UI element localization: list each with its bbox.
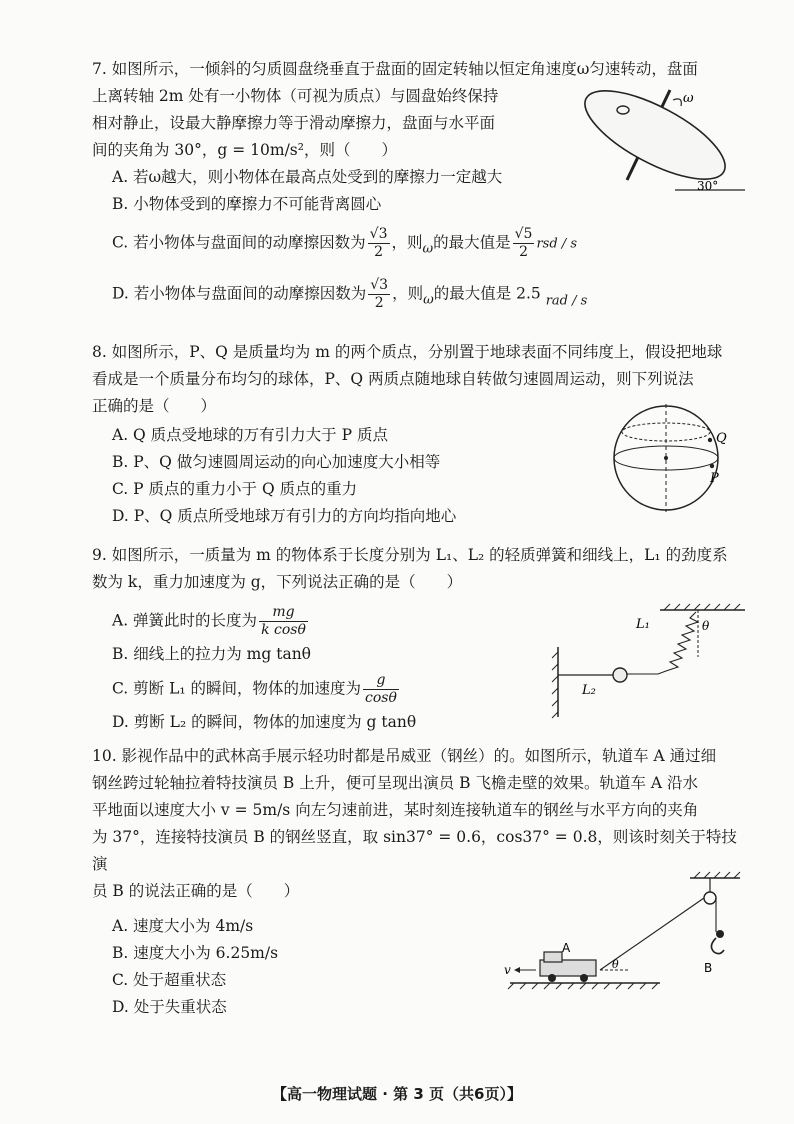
q8-option-a: A. Q 质点受地球的万有引力大于 P 质点	[112, 426, 388, 444]
q7-option-c	[92, 226, 752, 263]
q10-line5: 员 B 的说法正确的是（ ）	[92, 882, 300, 900]
q10-railcar-cab	[544, 952, 562, 962]
q8-point-p	[710, 464, 714, 468]
q9-line1: 9. 如图所示，一质量为 m 的物体系于长度分别为 L₁、L₂ 的轻质弹簧和细线上，L₁ 的劲度系	[92, 546, 728, 564]
q7-option-d-omega: ω	[423, 292, 434, 307]
q10-railcar-wheel-front	[548, 974, 556, 982]
q9-fig-l2-label: L₂	[582, 683, 596, 698]
q10-option-c: C. 处于超重状态	[112, 971, 227, 989]
q10-velocity-arrowhead	[514, 967, 520, 973]
q7-option-d-prefix: D. 若小物体与盘面间的动摩擦因数为	[112, 284, 367, 302]
q8-line3: 正确的是（ ）	[92, 397, 217, 415]
frac-numerator: √5	[514, 226, 533, 242]
q8-center-dot	[664, 456, 668, 460]
q8-option-c: C. P 质点的重力小于 Q 质点的重力	[112, 480, 358, 498]
q7-line2: 上离转轴 2m 处有一小物体（可视为质点）与圆盘始终保持	[92, 87, 499, 105]
q7-figure-inclined-disk	[575, 80, 750, 200]
q7-option-a: A. 若ω越大，则小物体在最高点处受到的摩擦力一定越大	[112, 168, 503, 186]
q7-option-c-value-fraction	[513, 226, 535, 261]
q9-fig-l1-label: L₁	[636, 617, 650, 632]
q7-option-c-prefix: C. 若小物体与盘面间的动摩擦因数为	[112, 233, 366, 252]
q8-option-d: D. P、Q 质点所受地球万有引力的方向均指向地心	[112, 507, 457, 525]
q7-fig-angle-label: 30°	[697, 179, 719, 193]
q10-line4: 为 37°，连接特技演员 B 的钢丝竖直，取 sin37° = 0.6，cos37° = 0.8，则该时刻关于特技演	[92, 828, 737, 873]
q10-line3: 平地面以速度大小 v = 5m/s 向左匀速前进，某时刻连接轨道车的钢丝与水平方向的夹角	[92, 801, 699, 819]
q7-fig-omega-label: ω	[683, 91, 694, 106]
q7-option-c-mid: ，则	[391, 233, 423, 252]
q10-option-b: B. 速度大小为 6.25m/s	[112, 944, 279, 962]
q7-option-d-unit: rad / s	[545, 293, 588, 308]
q8-line1: 8. 如图所示，P、Q 是质量均为 m 的两个质点，分别置于地球表面不同纬度上，假设把地球	[92, 343, 723, 361]
frac-numerator: √3	[369, 226, 388, 242]
q7-line4: 间的夹角为 30°，g = 10m/s²，则（ ）	[92, 141, 397, 159]
frac-denominator: 2	[374, 294, 384, 311]
q8-figure-earth	[608, 400, 738, 520]
q7-option-d-mid: ，则	[392, 284, 424, 302]
q7-line1: 7. 如图所示，一倾斜的匀质圆盘绕垂直于盘面的固定转轴以恒定角速度ω匀速转动，盘面	[92, 60, 698, 78]
q8-point-q	[708, 438, 712, 442]
q10-pulley	[704, 892, 716, 904]
q10-option-d: D. 处于失重状态	[112, 998, 227, 1016]
q10-line1: 10. 影视作品中的武林高手展示轻功时都是吊威亚（钢丝）的。如图所示，轨道车 A 通过细	[92, 747, 717, 765]
q7-option-d-mu-fraction	[368, 277, 390, 312]
q9-mass	[613, 668, 627, 682]
q9-figure-spring-string	[540, 602, 750, 722]
q9-option-c-fraction	[363, 672, 399, 707]
q9-option-d: D. 剪断 L₂ 的瞬间，物体的加速度为 g tanθ	[112, 713, 417, 731]
q10-fig-a-label: A	[562, 941, 571, 955]
frac-denominator: k cosθ	[261, 622, 306, 638]
frac-numerator: mg	[259, 604, 308, 622]
q10-ceiling-hatching	[694, 872, 740, 878]
q8-fig-q-label: Q	[716, 431, 727, 446]
q9-line2: 数为 k，重力加速度为 g，下列说法正确的是（ ）	[92, 573, 463, 591]
q10-fig-b-label: B	[704, 961, 713, 975]
q10-line2: 钢丝跨过轮轴拉着特技演员 B 上升，便可呈现出演员 B 飞檐走壁的效果。轨道车 A 沿水	[92, 774, 699, 792]
q7-option-c-omega: ω	[422, 241, 434, 257]
q7-option-d-post: 的最大值是 2.5	[433, 284, 541, 302]
page-footer: 【高一物理试题 · 第 3 页（共6页）】	[272, 1085, 522, 1103]
q9-wall-hatching	[552, 652, 558, 718]
q9-option-a-prefix: A. 弹簧此时的长度为	[112, 611, 258, 630]
q9-fig-theta-label: θ	[702, 619, 710, 633]
q8-fig-p-label: P	[710, 471, 719, 486]
q9-ceiling-hatching	[664, 604, 740, 610]
frac-denominator: 2	[374, 244, 384, 260]
frac-numerator: √3	[370, 276, 389, 293]
q8-option-b: B. P、Q 做匀速圆周运动的向心加速度大小相等	[112, 453, 441, 471]
q10-figure-railcar-pulley	[500, 870, 750, 1000]
frac-denominator: cosθ	[365, 690, 397, 706]
frac-denominator: 2	[519, 244, 529, 260]
q7-option-c-unit: rsd / s	[536, 236, 577, 252]
q9-option-c-prefix: C. 剪断 L₁ 的瞬间，物体的加速度为	[112, 679, 362, 698]
q7-line3: 相对静止，设最大静摩擦力等于滑动摩擦力，盘面与水平面	[92, 114, 496, 132]
q10-performer-body	[711, 938, 724, 954]
q7-option-d	[92, 277, 752, 315]
q7-option-c-mu-fraction	[368, 226, 390, 261]
q10-fig-v-label: v	[504, 963, 511, 977]
q10-ground-hatching	[508, 983, 658, 989]
q7-option-c-post: 的最大值是	[433, 233, 511, 252]
q7-rotation-arrow	[673, 99, 681, 106]
q10-performer-head	[716, 930, 724, 938]
q10-option-a: A. 速度大小为 4m/s	[112, 917, 254, 935]
q10-railcar-wheel-rear	[580, 974, 588, 982]
q10-fig-theta-label: θ	[612, 958, 619, 971]
q9-option-a-fraction	[259, 604, 308, 639]
q8-line2: 看成是一个质量分布均匀的球体，P、Q 两质点随地球自转做匀速圆周运动，则下列说法	[92, 370, 694, 388]
frac-numerator: g	[363, 672, 399, 690]
q7-option-b: B. 小物体受到的摩擦力不可能背离圆心	[112, 195, 382, 213]
q9-spring	[622, 612, 698, 674]
q9-option-b: B. 细线上的拉力为 mg tanθ	[112, 645, 312, 663]
